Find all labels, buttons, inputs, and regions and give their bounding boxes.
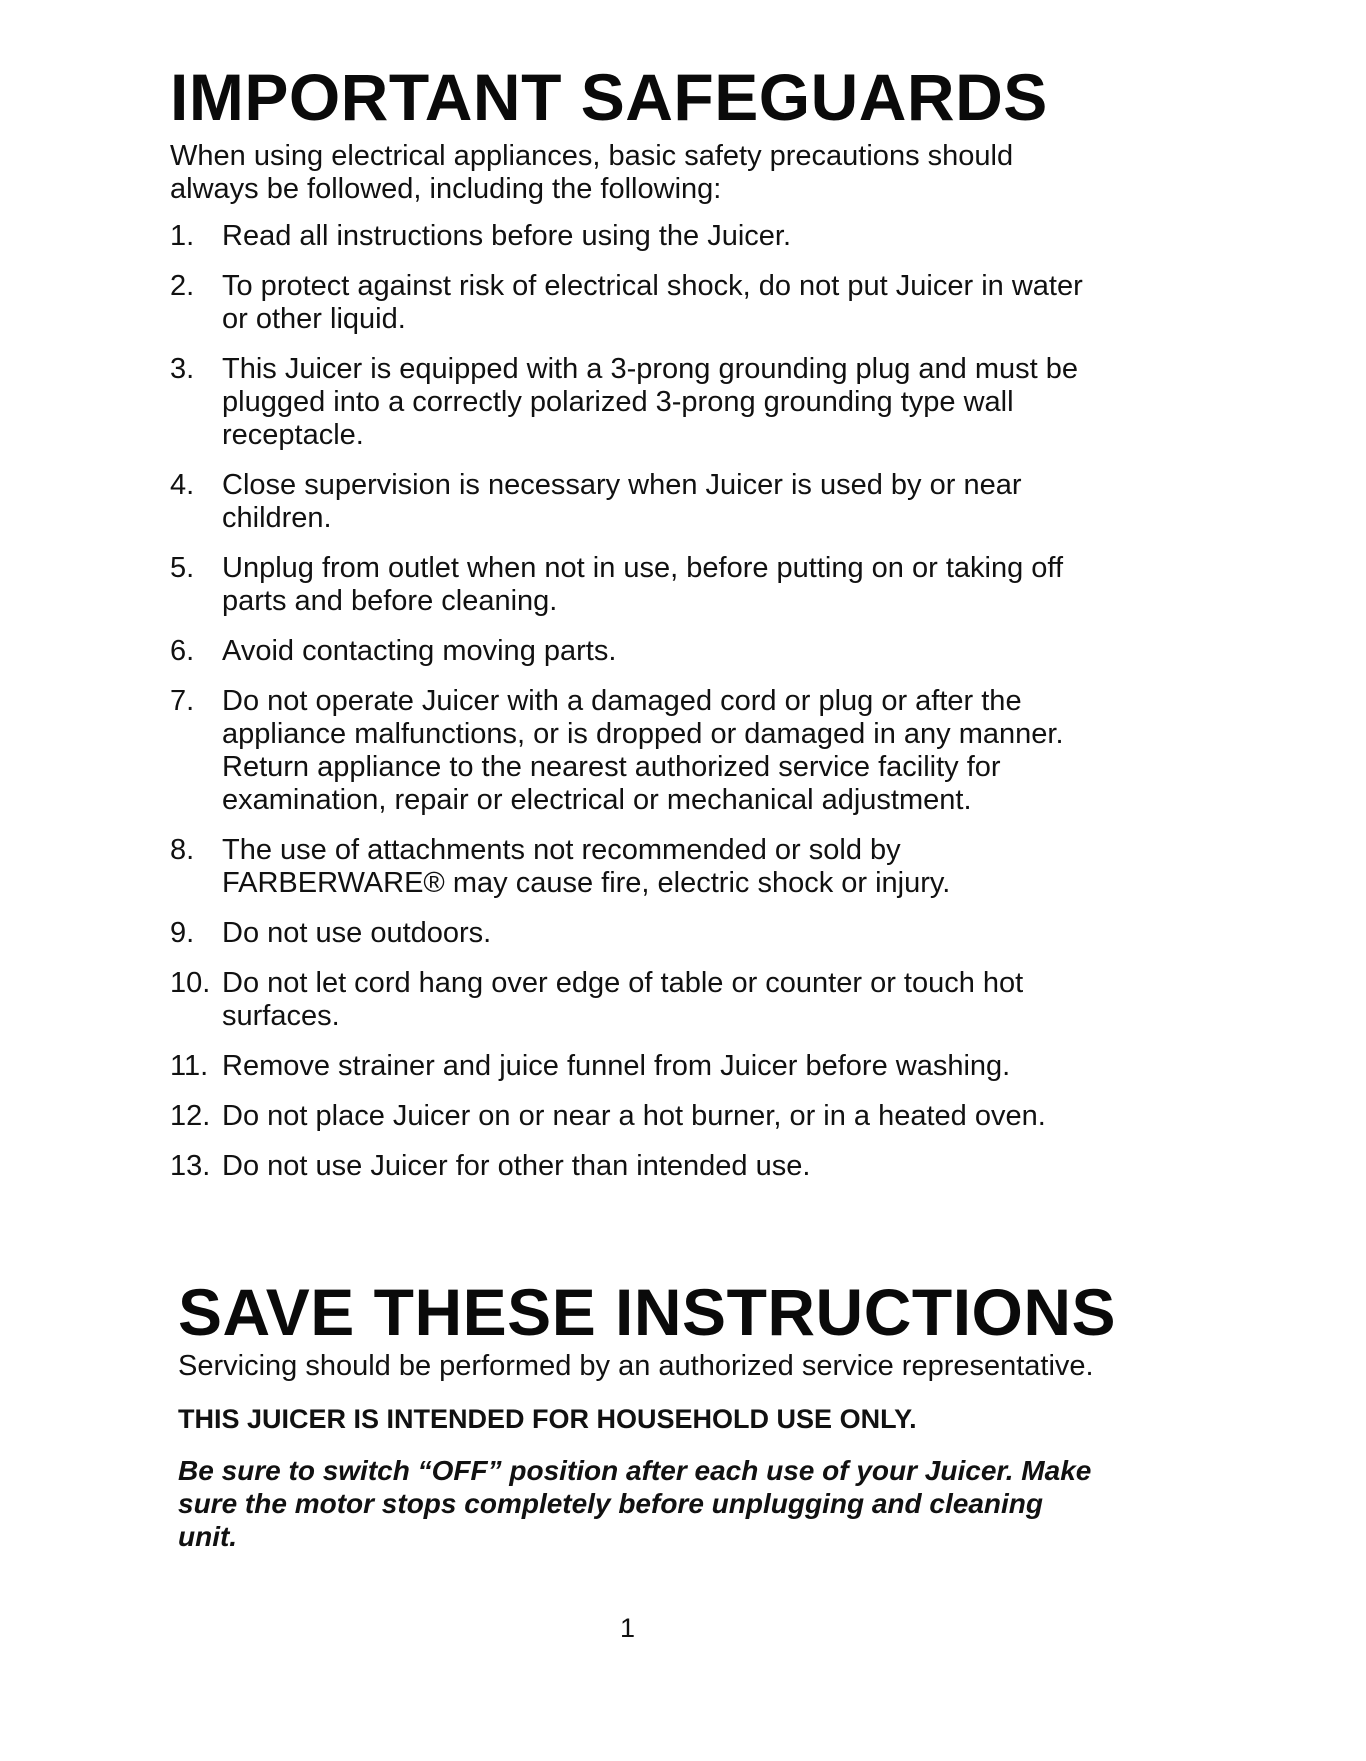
household-use-note: THIS JUICER IS INTENDED FOR HOUSEHOLD USE ONLY. bbox=[178, 1404, 917, 1434]
safeguard-text: Do not use outdoors. bbox=[222, 917, 492, 949]
safeguard-number: 13. bbox=[170, 1150, 211, 1182]
safeguard-list bbox=[170, 220, 1100, 1183]
safeguard-text: Unplug from outlet when not in use, before putting on or taking off parts and before cleaning. bbox=[222, 552, 1063, 617]
safeguard-text: Do not let cord hang over edge of table or counter or touch hot surfaces. bbox=[222, 967, 1024, 1032]
safeguard-item bbox=[170, 635, 1100, 668]
save-instructions-heading: SAVE THESE INSTRUCTIONS bbox=[178, 1275, 1117, 1349]
safeguard-text: Read all instructions before using the Juicer. bbox=[222, 220, 792, 252]
safeguard-item bbox=[170, 917, 1100, 950]
safeguard-number: 11. bbox=[170, 1050, 209, 1082]
safeguard-text: Do not use Juicer for other than intended use. bbox=[222, 1150, 811, 1182]
safeguard-item bbox=[170, 270, 1100, 336]
safeguard-item bbox=[170, 1050, 1100, 1083]
safeguard-item bbox=[170, 552, 1100, 618]
safeguard-text: The use of attachments not recommended or sold by FARBERWARE® may cause fire, electric shock or injury. bbox=[222, 834, 951, 899]
page-number: 1 bbox=[620, 1613, 636, 1643]
safeguard-number: 9. bbox=[170, 917, 195, 949]
safeguard-text: This Juicer is equipped with a 3-prong grounding plug and must be plugged into a correctly polarized 3-prong grounding type wall receptacle. bbox=[222, 353, 1079, 451]
page-title: IMPORTANT SAFEGUARDS bbox=[170, 60, 1048, 134]
safeguard-number: 10. bbox=[170, 967, 211, 999]
safeguard-item bbox=[170, 685, 1100, 817]
safeguard-number: 2. bbox=[170, 270, 195, 302]
safeguard-number: 8. bbox=[170, 834, 195, 866]
safeguard-item bbox=[170, 1100, 1100, 1133]
safeguard-text: To protect against risk of electrical shock, do not put Juicer in water or other liquid. bbox=[222, 270, 1083, 335]
safeguard-number: 5. bbox=[170, 552, 195, 584]
service-note: Servicing should be performed by an authorized service representative. bbox=[178, 1350, 1094, 1382]
safeguards-section bbox=[170, 60, 1100, 1200]
safeguard-number: 1. bbox=[170, 220, 195, 252]
safeguard-item bbox=[170, 834, 1100, 900]
safeguard-text: Remove strainer and juice funnel from Juicer before washing. bbox=[222, 1050, 1011, 1082]
safeguard-number: 7. bbox=[170, 685, 195, 717]
safeguard-number: 6. bbox=[170, 635, 195, 667]
safeguard-number: 12. bbox=[170, 1100, 211, 1132]
intro-text: When using electrical appliances, basic safety precautions should always be followed, including the following: bbox=[170, 140, 1014, 205]
safeguard-item bbox=[170, 353, 1100, 452]
safeguard-item bbox=[170, 967, 1100, 1033]
safeguard-text: Do not place Juicer on or near a hot burner, or in a heated oven. bbox=[222, 1100, 1046, 1132]
notes-section bbox=[178, 1350, 1098, 1553]
safeguard-text: Do not operate Juicer with a damaged cord or plug or after the appliance malfunctions, or is dropped or damaged in any manner. Return appliance to the nearest authorized service facility for examination, repair or electrical or mechanical adjustment. bbox=[222, 685, 1064, 816]
safeguard-item bbox=[170, 1150, 1100, 1183]
safeguard-item bbox=[170, 220, 1100, 253]
safeguard-number: 3. bbox=[170, 353, 195, 385]
safeguard-text: Avoid contacting moving parts. bbox=[222, 635, 617, 667]
switch-off-warning: Be sure to switch “OFF” position after each use of your Juicer. Make sure the motor stops completely before unplugging and cleaning unit. bbox=[178, 1455, 1092, 1552]
safeguard-text: Close supervision is necessary when Juicer is used by or near children. bbox=[222, 469, 1022, 534]
safeguard-number: 4. bbox=[170, 469, 195, 501]
safeguard-item bbox=[170, 469, 1100, 535]
